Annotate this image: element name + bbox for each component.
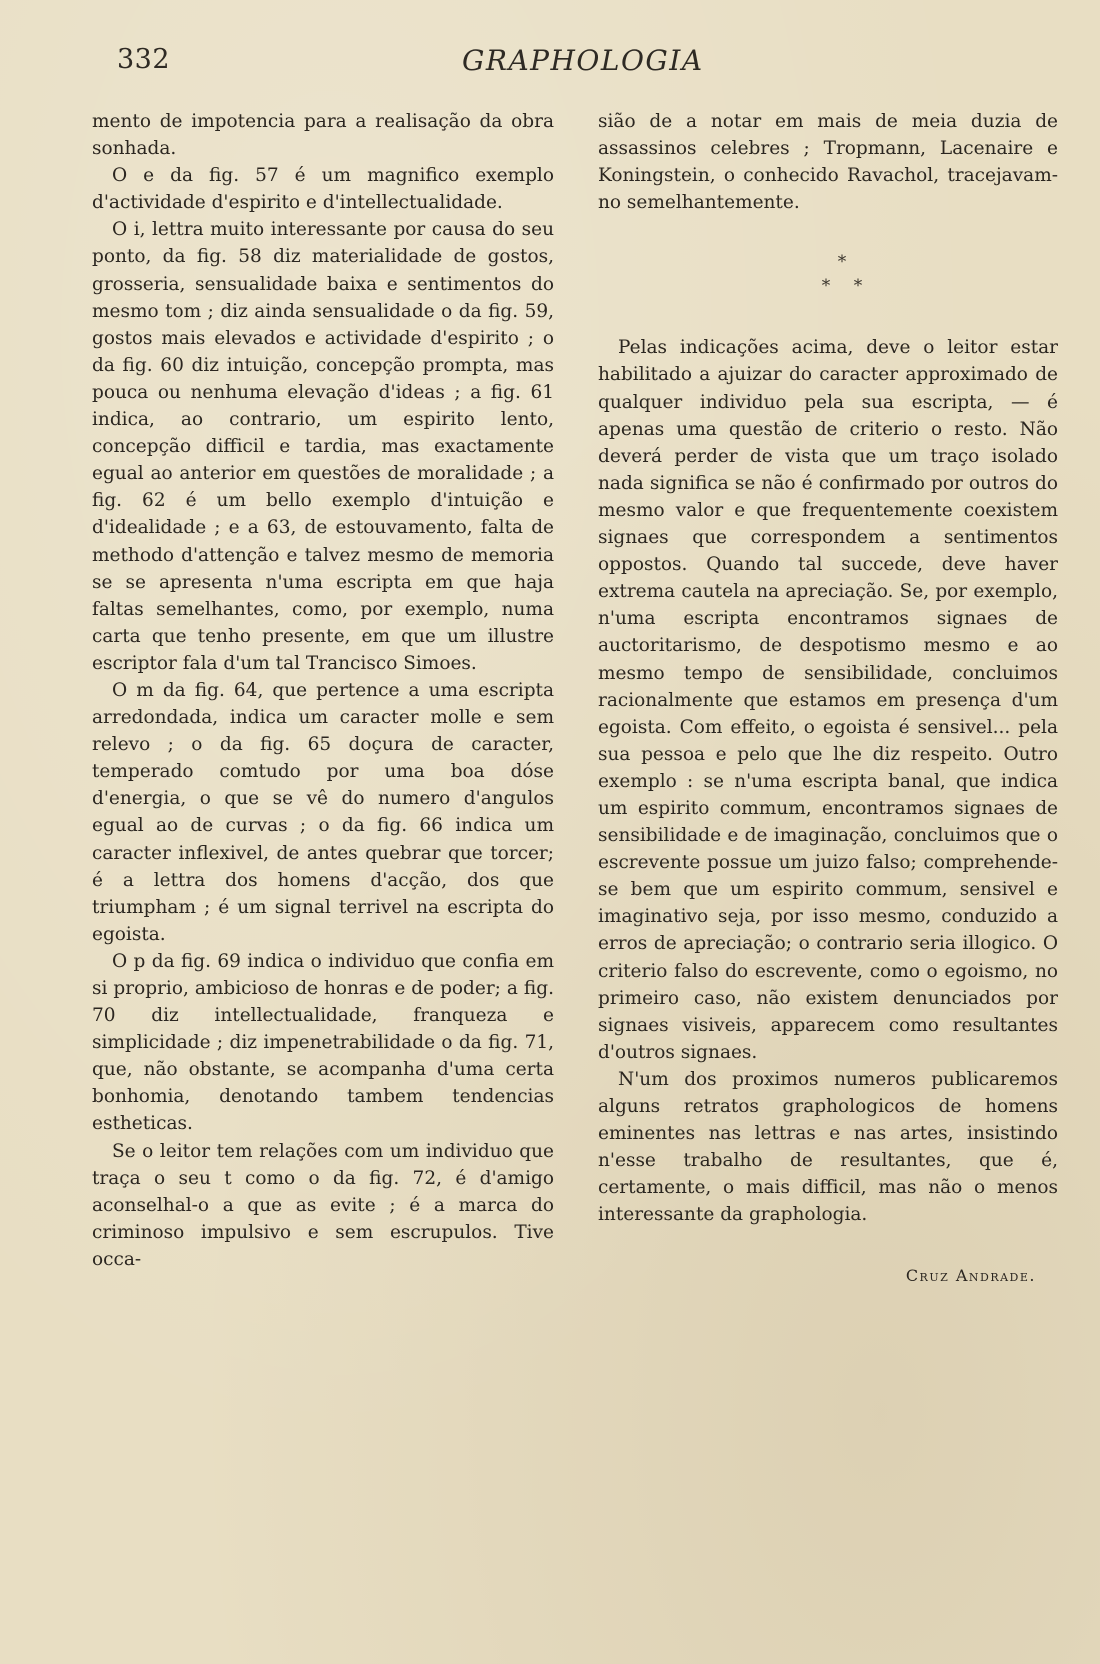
paragraph: N'um dos proximos numeros publicaremos alguns retratos graphologicos de homens eminentes nas lettras e nas artes, insistindo n'esse trabalho de resultantes, que é, certamente, o mais difficil, mas não o menos interessante da graphologia.	[598, 1068, 1058, 1226]
paragraph: O e da fig. 57 é um magnifico exemplo d'actividade d'espirito e d'intellectualidade.	[92, 165, 554, 214]
left-column	[92, 108, 554, 1273]
paragraph: mento de impotencia para a realisação da obra sonhada.	[92, 111, 554, 160]
asterism-top: *	[837, 252, 847, 273]
asterism-bottom: * *	[821, 276, 863, 297]
paragraph: sião de a notar em mais de meia duzia de assassinos celebres ; Tropmann, Lacenaire e Koningstein, o conhecido Ravachol, tracejavam-no semelhantemente.	[598, 111, 1058, 214]
page-number: 332	[117, 44, 171, 75]
paragraph: O i, lettra muito interessante por causa do seu ponto, da fig. 58 diz materialidade de gostos, grosseria, sensualidade baixa e sentimentos do mesmo tom ; diz ainda sensualidade o da fig. 59, gostos mais elevados e actividade d'espirito ; o da fig. 60 diz intuição, concepção prompta, mas pouca ou nenhuma elevação d'ideas ; a fig. 61 indica, ao contrario, um espirito lento, concepção difficil e tardia, mas exactamente egual ao anterior em questões de moralidade ; a fig. 62 é um bello exemplo d'intuição e d'idealidade ; e a 63, de estouvamento, falta de methodo d'attenção e talvez mesmo de memoria se se apresenta n'uma escripta em que haja faltas semelhantes, como, por exemplo, numa carta que tenho presente, em que um illustre escriptor fala d'um tal Trancisco Simoes.	[92, 219, 554, 674]
paragraph: Se o leitor tem relações com um individuo que traça o seu t como o da fig. 72, é d'amigo aconselhal-o a que as evite ; é a marca do criminoso impulsivo e sem escrupulos. Tive occa-	[92, 1140, 554, 1270]
section-break-asterism	[598, 250, 1058, 298]
running-head: GRAPHOLOGIA	[462, 44, 704, 77]
author-signature: Cruz Andrade.	[905, 1266, 1036, 1286]
right-column	[598, 108, 1058, 1290]
paragraph: O p da fig. 69 indica o individuo que confia em si proprio, ambicioso de honras e de poder; a fig. 70 diz intellectualidade, franqueza e simplicidade ; diz impenetrabilidade o da fig. 71, que, não obstante, se acompanha d'uma certa bonhomia, denotando tambem tendencias estheticas.	[92, 950, 554, 1135]
paragraph: Pelas indicações acima, deve o leitor estar habilitado a ajuizar do caracter approximado de qualquer individuo pela sua escripta, — é apenas uma questão de criterio o resto. Não deverá perder de vista que um traço isolado nada significa se não é confirmado por outros do mesmo valor e que frequentemente coexistem signaes que correspondem a sentimentos oppostos. Quando tal succede, deve haver extrema cautela na apreciação. Se, por exemplo, n'uma escripta encontramos signaes de auctoritarismo, de despotismo mesmo e ao mesmo tempo de sensibilidade, concluimos racionalmente que estamos em presença d'um egoista. Com effeito, o egoista é sensivel... pela sua pessoa e pelo que lhe diz respeito. Outro exemplo : se n'uma escripta banal, que indica um espirito commum, encontramos signaes de sensibilidade e de imaginação, concluimos que o escrevente possue um juizo falso; comprehende-se bem que um espirito commum, sensivel e imaginativo seja, por isso mesmo, conduzido a erros de apreciação; o contrario seria illogico. O criterio falso do escrevente, como o egoismo, no primeiro caso, não existem denunciados por signaes visiveis, apparecem como resultantes d'outros signaes.	[598, 337, 1058, 1063]
paragraph: O m da fig. 64, que pertence a uma escripta arredondada, indica um caracter molle e sem relevo ; o da fig. 65 doçura de caracter, temperado comtudo por uma boa dóse d'energia, o que se vê do numero d'angulos egual ao de curvas ; o da fig. 66 indica um caracter inflexivel, de antes quebrar que torcer; é a lettra dos homens d'acção, dos que triumpham ; é um signal terrivel na escripta do egoista.	[92, 679, 554, 945]
